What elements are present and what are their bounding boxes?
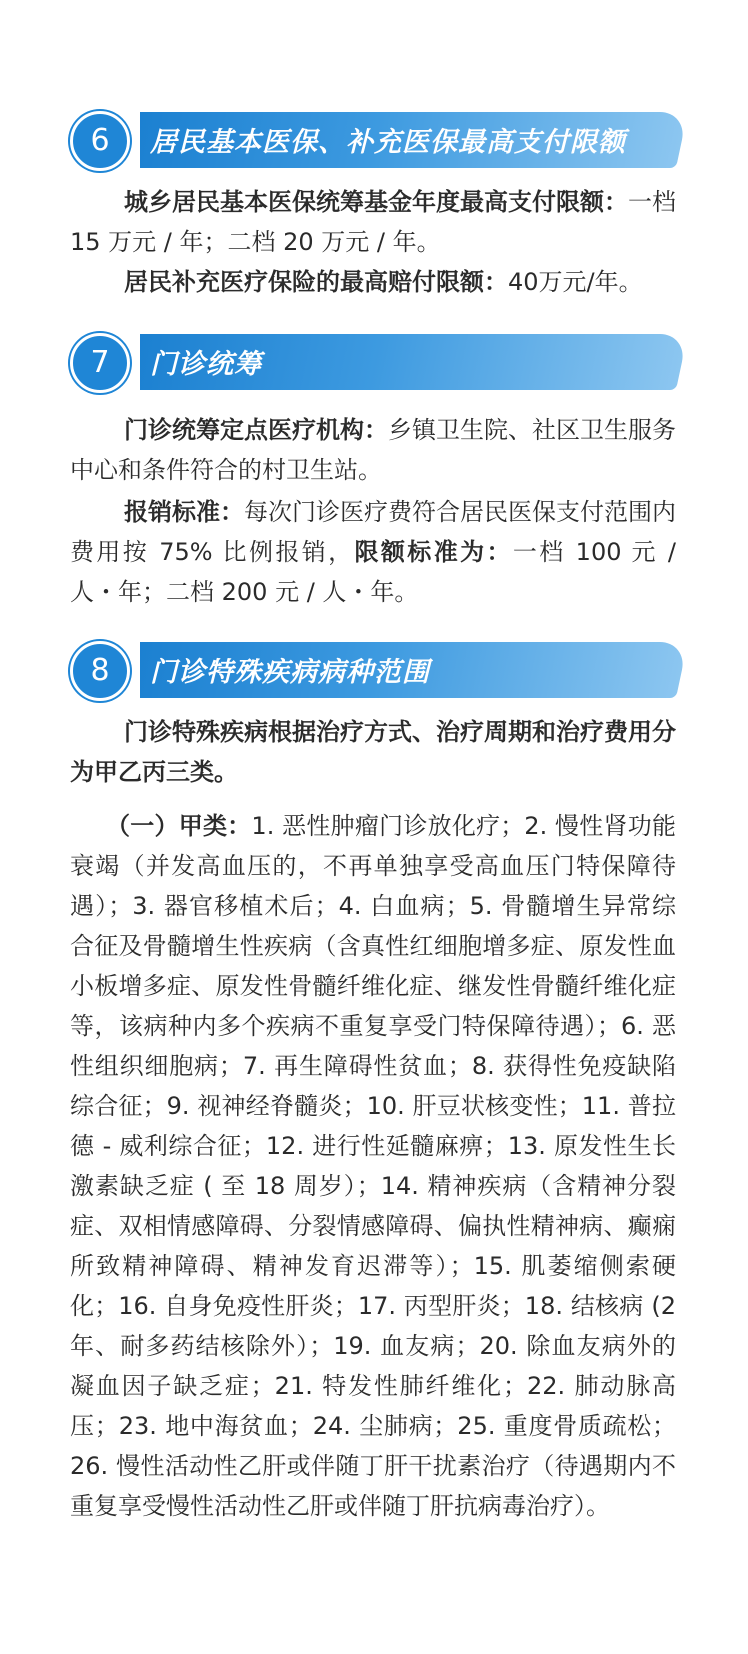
paragraph-text: 40万元/年。 [508, 268, 643, 296]
paragraph-label: 限额标准为： [354, 538, 513, 566]
section-8-header [70, 640, 676, 700]
section-title: 居民基本医保、补充医保最高支付限额 [150, 127, 626, 158]
section-number-badge: 8 [70, 641, 130, 701]
paragraph-label: 门诊统筹定点医疗机构： [124, 416, 388, 444]
section-number-badge: 6 [70, 111, 130, 171]
designated-institutions-paragraph [70, 410, 676, 490]
paragraph-label: 城乡居民基本医保统筹基金年度最高支付限额： [124, 188, 628, 216]
section-title: 门诊统筹 [150, 349, 262, 380]
paragraph-text: 每次门诊医疗费符合居民医保支付范围内费用按 75% 比例报销， [70, 498, 676, 566]
section-7-header [70, 332, 676, 392]
reimbursement-paragraph [70, 492, 676, 612]
special-disease-intro: 门诊特殊疾病根据治疗方式、治疗周期和治疗费用分为甲乙丙三类。 [70, 718, 676, 786]
paragraph-label: 报销标准： [124, 498, 244, 526]
paragraph-text: 一档 100 元 / 人・年；二档 200 元 / 人・年。 [70, 538, 677, 606]
supplementary-paragraph [70, 262, 676, 302]
max-payment-paragraph [70, 182, 676, 262]
section-title: 门诊特殊疾病病种范围 [150, 657, 430, 688]
paragraph-text: 乡镇卫生院、社区卫生服务中心和条件符合的村卫生站。 [70, 416, 676, 484]
paragraph-label: 居民补充医疗保险的最高赔付限额： [124, 268, 508, 296]
section-6-header [70, 110, 676, 170]
category-a-paragraph [70, 806, 676, 1526]
paragraph-text: 1. 恶性肿瘤门诊放化疗；2. 慢性肾功能衰竭（并发高血压的，不再单独享受高血压门特保障待遇）；3. 器官移植术后；4. 白血病；5. 骨髓增生异常综合征及骨髓增生性疾病（含真性红细胞增多症、原发性血小板增多症、原发性骨髓纤维化症、继发性骨髓纤维化症等，该病种内多个疾病不重复享受门特保障待遇）；6. 恶性组织细胞病；7. 再生障碍性贫血；8. 获得性免疫缺陷综合征；9. 视神经脊髓炎；10. 肝豆状核变性；11. 普拉德 - 威利综合征；12. 进行性延髓麻痹；13. 原发性生长激素缺乏症 ( 至 18 周岁）；14. 精神疾病（含精神分裂症、双相情感障碍、分裂情感障碍、偏执性精神病、癫痫所致精神障碍、精神发育迟滞等）；15. 肌萎缩侧索硬化；16. 自身免疫性肝炎；17. 丙型肝炎；18. 结核病 (2 年、耐多药结核除外）；19. 血友病；20. 除血友病外的凝血因子缺乏症；21. 特发性肺纤维化；22. 肺动脉高压；23. 地中海贫血；24. 尘肺病；25. 重度骨质疏松；26. 慢性活动性乙肝或伴随丁肝干扰素治疗（待遇期内不重复享受慢性活动性乙肝或伴随丁肝抗病毒治疗）。 [70, 812, 677, 1520]
section-number-badge: 7 [70, 333, 130, 393]
paragraph-text: 一档 15 万元 / 年；二档 20 万元 / 年。 [70, 188, 676, 256]
paragraph-label: （一）甲类： [106, 812, 252, 840]
